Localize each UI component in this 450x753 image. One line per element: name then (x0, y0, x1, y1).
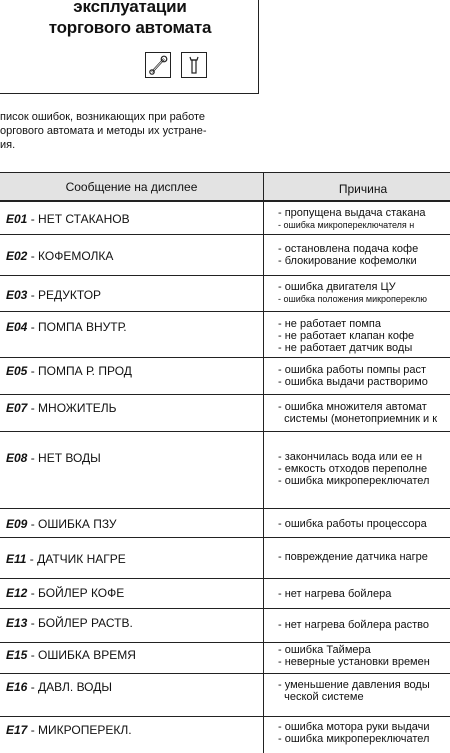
separator: - (27, 680, 39, 694)
separator: - (27, 249, 39, 263)
cause-line: - ошибка микропереключател (278, 475, 430, 487)
table-row (0, 609, 450, 643)
error-text: БОЙЛЕР КОФЕ (38, 586, 125, 600)
cause-cell (278, 619, 450, 631)
cause-cell (278, 401, 450, 425)
cause-line: - неверные установки времен (278, 656, 430, 668)
error-code: E04 (6, 320, 28, 334)
intro-line: ия. (0, 139, 16, 151)
separator: - (27, 288, 39, 302)
cause-cell (278, 721, 450, 745)
display-message (6, 288, 101, 302)
error-text: ДАВЛ. ВОДЫ (38, 680, 112, 694)
cause-line: - ошибка микропереключател (278, 733, 430, 745)
error-text: РЕДУКТОР (38, 288, 102, 302)
error-code: E02 (6, 249, 28, 263)
title-line-1: эксплуатации (73, 0, 187, 16)
separator: - (27, 320, 39, 334)
header-display-message: Сообщение на дисплее (65, 180, 198, 194)
cause-line: - не работает помпа (278, 318, 381, 330)
cause-line: - пропущена выдача стакана (278, 207, 426, 219)
intro-line: оргового автомата и методы их устране- (0, 125, 207, 137)
key-icon (181, 52, 207, 78)
error-code: E11 (6, 552, 27, 566)
cause-line: - закончилась вода или ее н (278, 451, 423, 463)
separator: - (27, 648, 39, 662)
table-row (0, 312, 450, 358)
error-code: E07 (6, 401, 28, 415)
error-code: E03 (6, 288, 28, 302)
cause-line: - ошибка мотора руки выдачи (278, 721, 430, 733)
error-text: ОШИБКА ВРЕМЯ (38, 648, 136, 662)
cause-cell (278, 644, 450, 668)
error-text: НЕТ ВОДЫ (38, 451, 101, 465)
separator: - (27, 723, 39, 737)
table-row (0, 202, 450, 235)
error-code: E01 (6, 212, 28, 226)
error-text: БОЙЛЕР РАСТВ. (38, 616, 133, 630)
error-code: E08 (6, 451, 28, 465)
cause-cell (278, 518, 450, 530)
cause-line: - нет нагрева бойлера раство (278, 619, 429, 631)
cause-cell (278, 679, 450, 703)
display-message (6, 401, 117, 415)
intro-paragraph (0, 110, 265, 152)
error-text: НЕТ СТАКАНОВ (38, 212, 130, 226)
cause-cell (278, 207, 450, 231)
cause-line: - ошибка положения микропереклю (278, 294, 427, 304)
separator: - (26, 552, 38, 566)
error-code: E16 (6, 680, 28, 694)
cause-cell (278, 364, 450, 388)
cause-cell (278, 281, 450, 305)
cause-line: - ошибка выдачи растворимо (278, 376, 428, 388)
display-message (6, 723, 132, 737)
table-row (0, 538, 450, 579)
table-row (0, 509, 450, 538)
table-row (0, 674, 450, 717)
cause-cell (278, 318, 450, 354)
error-code: E15 (6, 648, 28, 662)
error-text: МИКРОПЕРЕКЛ. (38, 723, 132, 737)
cause-line: - уменьшение давления воды (278, 679, 430, 691)
display-message (6, 451, 101, 465)
wrench-icon (145, 52, 171, 78)
display-message (6, 680, 112, 694)
error-code: E17 (6, 723, 28, 737)
cause-line: - ошибка двигателя ЦУ (278, 281, 396, 293)
error-text: ПОМПА Р. ПРОД (38, 364, 132, 378)
intro-line: писок ошибок, возникающих при работе (0, 111, 206, 123)
separator: - (27, 616, 39, 630)
manual-title-box (0, 0, 259, 94)
table-row (0, 643, 450, 674)
separator: - (27, 212, 39, 226)
cause-line: - ошибка работы процессора (278, 518, 427, 530)
error-code: E13 (6, 616, 28, 630)
error-text: КОФЕМОЛКА (38, 249, 114, 263)
error-text: МНОЖИТЕЛЬ (38, 401, 117, 415)
cause-cell (278, 451, 450, 487)
error-code: E09 (6, 517, 28, 531)
cause-line: ческой системе (278, 691, 364, 703)
error-text: ПОМПА ВНУТР. (38, 320, 127, 334)
table-row (0, 276, 450, 312)
table-row (0, 432, 450, 509)
title-line-2: торгового автомата (48, 18, 212, 37)
cause-line: - не работает клапан кофе (278, 330, 415, 342)
cause-line: - ошибка работы помпы раст (278, 364, 427, 376)
display-message (6, 364, 132, 378)
separator: - (27, 517, 39, 531)
cause-line: - блокирование кофемолки (278, 255, 417, 267)
separator: - (27, 401, 39, 415)
cause-line: - остановлена подача кофе (278, 243, 419, 255)
display-message (6, 517, 117, 531)
table-row (0, 395, 450, 432)
display-message (6, 212, 130, 226)
separator: - (27, 451, 39, 465)
separator: - (27, 586, 39, 600)
error-text: ДАТЧИК НАГРЕ (37, 552, 126, 566)
cause-line: - ошибка множителя автомат (278, 401, 427, 413)
table-row (0, 358, 450, 395)
error-code: E12 (6, 586, 28, 600)
display-message (6, 320, 127, 334)
cause-cell (278, 551, 450, 563)
cause-line: - емкость отходов переполне (278, 463, 428, 475)
cause-line: - не работает датчик воды (278, 342, 413, 354)
cause-cell (278, 588, 450, 600)
display-message (6, 249, 113, 263)
error-table (0, 172, 450, 753)
display-message (6, 552, 126, 566)
cause-line: - ошибка Таймера (278, 644, 371, 656)
cause-line: - нет нагрева бойлера (278, 588, 392, 600)
header-cause: Причина (338, 182, 388, 196)
cause-line: системы (монетоприемник и к (278, 413, 438, 425)
cause-line: - ошибка микропереключателя н (278, 220, 415, 230)
table-row (0, 717, 450, 753)
display-message (6, 616, 133, 630)
error-text: ОШИБКА ПЗУ (38, 517, 117, 531)
separator: - (27, 364, 39, 378)
display-message (6, 586, 124, 600)
cause-line: - повреждение датчика нагре (278, 551, 428, 563)
table-header (0, 173, 450, 202)
table-row (0, 579, 450, 609)
table-row (0, 235, 450, 276)
display-message (6, 648, 136, 662)
column-divider (263, 173, 264, 753)
error-code: E05 (6, 364, 28, 378)
cause-cell (278, 243, 450, 267)
